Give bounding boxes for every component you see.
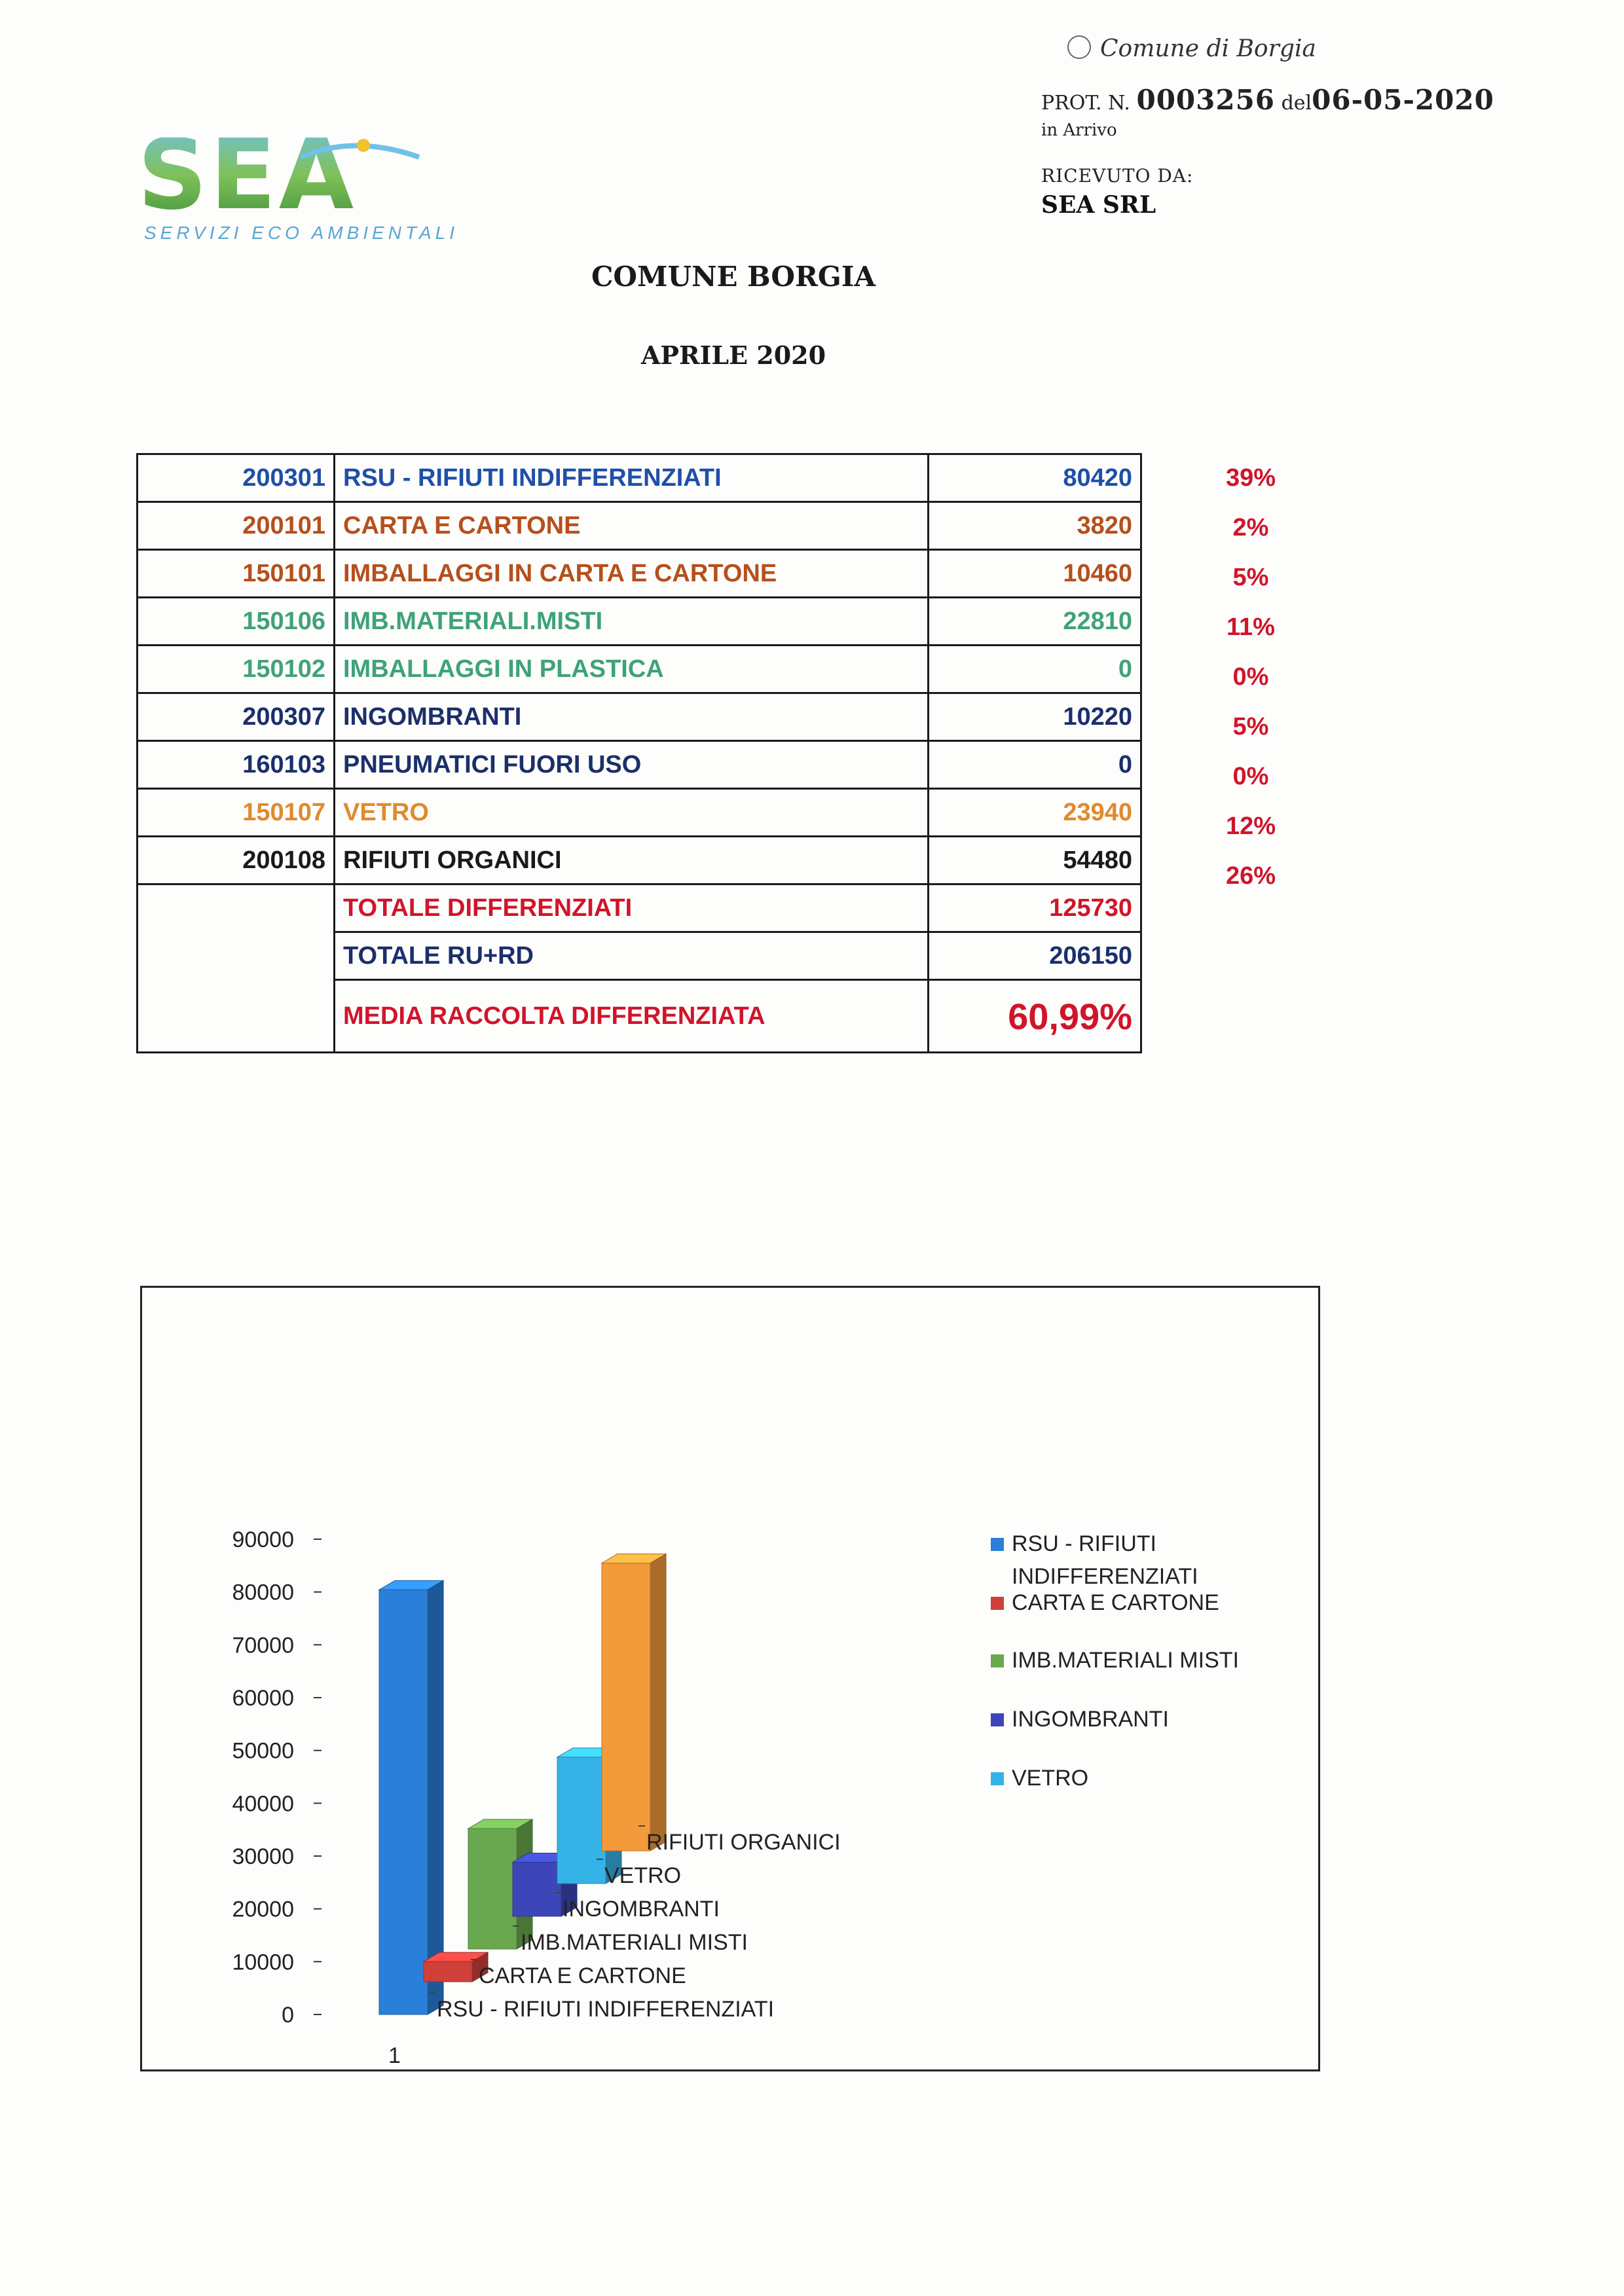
waste-description: RIFIUTI ORGANICI bbox=[335, 837, 929, 884]
waste-percentage: 11% bbox=[1227, 613, 1275, 641]
waste-percentage: 2% bbox=[1232, 514, 1269, 541]
totale-differenziati-row bbox=[138, 884, 1141, 932]
waste-percentage: 12% bbox=[1225, 812, 1276, 840]
waste-description: PNEUMATICI FUORI USO bbox=[335, 741, 929, 789]
legend-label: VETRO bbox=[1012, 1766, 1089, 1791]
del-label: del bbox=[1281, 92, 1312, 115]
depth-axis-label: VETRO bbox=[604, 1863, 682, 1888]
prot-label: PROT. N. bbox=[1041, 92, 1130, 115]
y-tick-label: 0 bbox=[282, 2003, 294, 2028]
waste-description: INGOMBRANTI bbox=[335, 693, 929, 741]
bar-side bbox=[650, 1554, 666, 1851]
seal-icon bbox=[1067, 35, 1091, 59]
y-tick-label: 60000 bbox=[232, 1686, 294, 1711]
waste-code: 150102 bbox=[138, 646, 335, 693]
legend-label: INDIFFERENZIATI bbox=[1012, 1564, 1198, 1589]
totale-ru-rd-row-value: 206150 bbox=[929, 932, 1141, 980]
period-title: APRILE 2020 bbox=[640, 340, 826, 370]
table-row bbox=[138, 454, 1141, 502]
table-row bbox=[138, 598, 1141, 646]
legend-swatch bbox=[991, 1538, 1004, 1551]
bar bbox=[557, 1757, 606, 1884]
totale-differenziati-row-value: 125730 bbox=[929, 884, 1141, 932]
empty-code-cell bbox=[138, 884, 335, 932]
waste-quantity: 54480 bbox=[929, 837, 1141, 884]
x-category-label: 1 bbox=[388, 2043, 401, 2068]
waste-chart bbox=[142, 1288, 1318, 2069]
bar bbox=[424, 1961, 472, 1982]
table-row bbox=[138, 837, 1141, 884]
waste-code: 200301 bbox=[138, 454, 335, 502]
waste-code: 200307 bbox=[138, 693, 335, 741]
depth-axis-label: INGOMBRANTI bbox=[563, 1897, 720, 1922]
legend-label: RSU - RIFIUTI bbox=[1012, 1531, 1156, 1556]
table-row bbox=[138, 693, 1141, 741]
sea-logo-subtitle: SERVIZI ECO AMBIENTALI bbox=[144, 223, 459, 243]
waste-code: 150101 bbox=[138, 550, 335, 598]
bar bbox=[468, 1829, 517, 1949]
waste-code: 150107 bbox=[138, 789, 335, 837]
sea-wordmark: SEA bbox=[138, 137, 357, 216]
waste-quantity: 10460 bbox=[929, 550, 1141, 598]
bar bbox=[602, 1563, 650, 1851]
in-arrivo: in Arrivo bbox=[1041, 120, 1117, 140]
waste-code: 200108 bbox=[138, 837, 335, 884]
prot-number: 0003256 bbox=[1136, 84, 1276, 116]
waste-code: 150106 bbox=[138, 598, 335, 646]
empty-code-cell bbox=[138, 932, 335, 980]
waste-code: 160103 bbox=[138, 741, 335, 789]
bar bbox=[513, 1863, 561, 1916]
waste-quantity: 0 bbox=[929, 646, 1141, 693]
waste-description: IMBALLAGGI IN PLASTICA bbox=[335, 646, 929, 693]
protocol-number-row bbox=[1041, 84, 1494, 116]
y-tick-label: 70000 bbox=[232, 1633, 294, 1658]
media-raccolta-row-value: 60,99% bbox=[929, 980, 1141, 1053]
y-tick-label: 40000 bbox=[232, 1791, 294, 1817]
waste-percentage: 5% bbox=[1232, 713, 1269, 740]
legend-swatch bbox=[991, 1654, 1004, 1667]
ricevuto-label: RICEVUTO DA: bbox=[1041, 165, 1194, 187]
table-row bbox=[138, 789, 1141, 837]
y-tick-label: 90000 bbox=[232, 1527, 294, 1552]
legend-swatch bbox=[991, 1772, 1004, 1785]
totale-ru-rd-row bbox=[138, 932, 1141, 980]
media-raccolta-row bbox=[138, 980, 1141, 1053]
waste-description: CARTA E CARTONE bbox=[335, 502, 929, 550]
depth-axis-label: CARTA E CARTONE bbox=[479, 1963, 686, 1988]
table-row bbox=[138, 502, 1141, 550]
waste-code: 200101 bbox=[138, 502, 335, 550]
waste-quantity: 22810 bbox=[929, 598, 1141, 646]
percentage-column bbox=[1198, 453, 1303, 901]
prot-date: 06-05-2020 bbox=[1312, 84, 1494, 116]
y-tick-label: 30000 bbox=[232, 1844, 294, 1869]
waste-quantity: 80420 bbox=[929, 454, 1141, 502]
waste-quantity: 23940 bbox=[929, 789, 1141, 837]
waste-quantity: 10220 bbox=[929, 693, 1141, 741]
waste-quantity: 3820 bbox=[929, 502, 1141, 550]
y-tick-label: 10000 bbox=[232, 1950, 294, 1975]
waste-description: RSU - RIFIUTI INDIFFERENZIATI bbox=[335, 454, 929, 502]
table-row bbox=[138, 550, 1141, 598]
waste-percentage: 26% bbox=[1225, 862, 1276, 890]
legend-swatch bbox=[991, 1597, 1004, 1610]
waste-table bbox=[136, 453, 1142, 1053]
waste-description: IMB.MATERIALI.MISTI bbox=[335, 598, 929, 646]
media-raccolta-row-label: MEDIA RACCOLTA DIFFERENZIATA bbox=[335, 980, 929, 1053]
sea-logo-mark-icon bbox=[138, 137, 439, 216]
waste-description: IMBALLAGGI IN CARTA E CARTONE bbox=[335, 550, 929, 598]
waste-percentage: 5% bbox=[1232, 564, 1269, 591]
table-row bbox=[138, 646, 1141, 693]
legend-swatch bbox=[991, 1713, 1004, 1726]
bar bbox=[379, 1590, 428, 2014]
legend-label: CARTA E CARTONE bbox=[1012, 1590, 1219, 1615]
y-tick-label: 20000 bbox=[232, 1897, 294, 1922]
legend-label: IMB.MATERIALI MISTI bbox=[1012, 1648, 1239, 1673]
chart-frame bbox=[140, 1286, 1320, 2071]
waste-percentage: 0% bbox=[1232, 663, 1269, 691]
sender: SEA SRL bbox=[1041, 191, 1156, 219]
totale-differenziati-row-label: TOTALE DIFFERENZIATI bbox=[335, 884, 929, 932]
y-tick-label: 80000 bbox=[232, 1580, 294, 1605]
waste-description: VETRO bbox=[335, 789, 929, 837]
depth-axis-label: RIFIUTI ORGANICI bbox=[646, 1830, 841, 1855]
sea-logo bbox=[138, 137, 465, 249]
bar-side bbox=[428, 1580, 443, 2014]
depth-axis-label: IMB.MATERIALI MISTI bbox=[521, 1930, 748, 1955]
legend-label: INGOMBRANTI bbox=[1012, 1707, 1169, 1732]
y-tick-label: 50000 bbox=[232, 1738, 294, 1764]
empty-code-cell bbox=[138, 980, 335, 1053]
waste-percentage: 39% bbox=[1225, 464, 1276, 492]
totale-ru-rd-row-label: TOTALE RU+RD bbox=[335, 932, 929, 980]
waste-percentage: 0% bbox=[1232, 763, 1269, 790]
page-title: COMUNE BORGIA bbox=[591, 261, 876, 293]
stamp-comune: Comune di Borgia bbox=[1100, 35, 1316, 62]
depth-axis-label: RSU - RIFIUTI INDIFFERENZIATI bbox=[437, 1997, 775, 2022]
table-row bbox=[138, 741, 1141, 789]
waste-quantity: 0 bbox=[929, 741, 1141, 789]
